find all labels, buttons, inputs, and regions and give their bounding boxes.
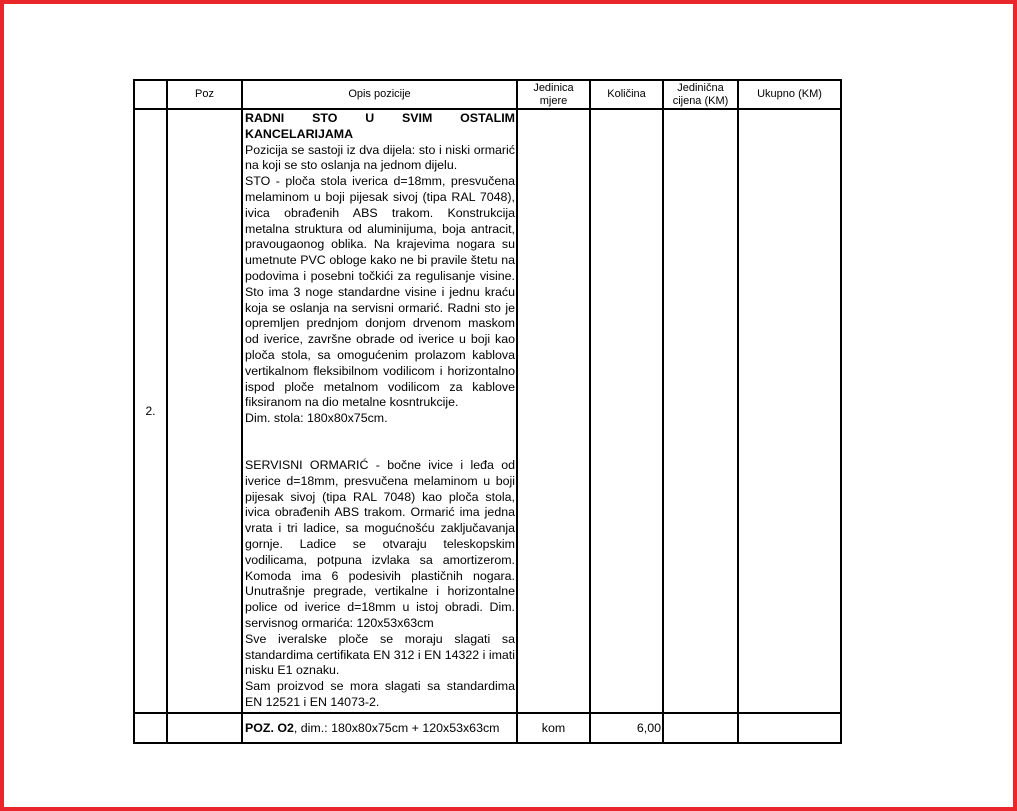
summary-number-cell (134, 713, 167, 743)
item-paragraph-4: SERVISNI ORMARIĆ - bočne ivice i leđa od iverice d=18mm, presvučena melaminom u boji pijesak sivoj (tipa RAL 7048) kao ploča stola, ivica obrađenih ABS trakom. Ormarić ima jedna vrata i tri ladice, sa mogućnošću zaključavanja gornje. Ladice se otvaraju teleskopskim vodilicama, potpuna izvlaka sa amortizerom. Komoda ima 6 podesivih plastičnih nogara. Unutrašnje pregrade, vertikalne i horizontalne police od iverice d=18mm u istoj obradi. Dim. servisnog ormarića: 120x53x63cm (245, 457, 515, 630)
bill-of-quantities-table (133, 79, 842, 744)
header-jm-line1: Jedinica (533, 81, 574, 94)
header-ukupno: Ukupno (KM) (738, 80, 841, 109)
header-jc-line2: cijena (KM) (672, 94, 729, 107)
item-total-cell (738, 109, 841, 713)
item-quantity-cell (590, 109, 663, 713)
header-rb (134, 80, 167, 109)
item-unit-cell (517, 109, 590, 713)
item-paragraph-2: STO - ploča stola iverica d=18mm, presvučena melaminom u boji pijesak sivoj (tipa RAL 7048), ivica obrađenih ABS trakom. Konstrukcija metalna struktura od aluminijuma, boja antracit, pravougaonog oblika. Na krajevima nogara su umetnute PVC obloge kako ne bi pravile štetu na podovima i posebni točkići za regulisanje visine. Sto ima 3 noge standardne visine i jednu kraću koja se oslanja na servisni ormarić. Radni sto je opremljen prednjom donjom drvenom maskom od iverice, završne obrade od iverice u boji kao ploča stola, sa omogućenim prolazom kablova vertikalnom fleksibilnom vodilicom i horizontalno ispod ploče metalnom vodilicom za kablove fiksiranom na dio metalne kosntrukcije. (245, 174, 515, 410)
header-jedinicna-cijena (663, 80, 738, 109)
item-row (134, 109, 841, 713)
summary-unit-price (663, 713, 738, 743)
item-paragraph-1: Pozicija se sastoji iz dva dijela: sto i niski ormarić na koji se sto oslanja na jednom dijelu. (245, 142, 515, 173)
header-jc-line1: Jedinična (677, 81, 724, 94)
summary-unit: kom (517, 713, 590, 743)
item-paragraph-3: Dim. stola: 180x80x75cm. (245, 411, 388, 426)
item-number: 2. (134, 109, 167, 713)
paragraph-gap (245, 427, 515, 458)
header-kolicina: Količina (590, 80, 663, 109)
item-description (242, 109, 517, 713)
summary-poz-cell (167, 713, 242, 743)
header-jm-line2: mjere (539, 94, 568, 107)
item-paragraph-5: Sve iveralske ploče se moraju slagati sa standardima certifikata EN 312 i EN 14322 i imati nisku E1 oznaku. (245, 631, 515, 678)
item-title: RADNI STO U SVIM OSTALIM KANCELARIJAMA (245, 111, 515, 141)
item-unit-price-cell (663, 109, 738, 713)
summary-total (738, 713, 841, 743)
summary-description (242, 713, 517, 743)
header-poz: Poz (167, 80, 242, 109)
item-poz-cell (167, 109, 242, 713)
summary-code: POZ. O2 (245, 720, 294, 735)
header-opis: Opis pozicije (242, 80, 517, 109)
header-jedinica-mjere (517, 80, 590, 109)
item-paragraph-6: Sam proizvod se mora slagati sa standardima EN 12521 i EN 14073-2. (245, 679, 515, 709)
summary-row (134, 713, 841, 743)
header-row (134, 80, 841, 109)
summary-quantity: 6,00 (590, 713, 663, 743)
summary-dims: , dim.: 180x80x75cm + 120x53x63cm (293, 720, 500, 735)
